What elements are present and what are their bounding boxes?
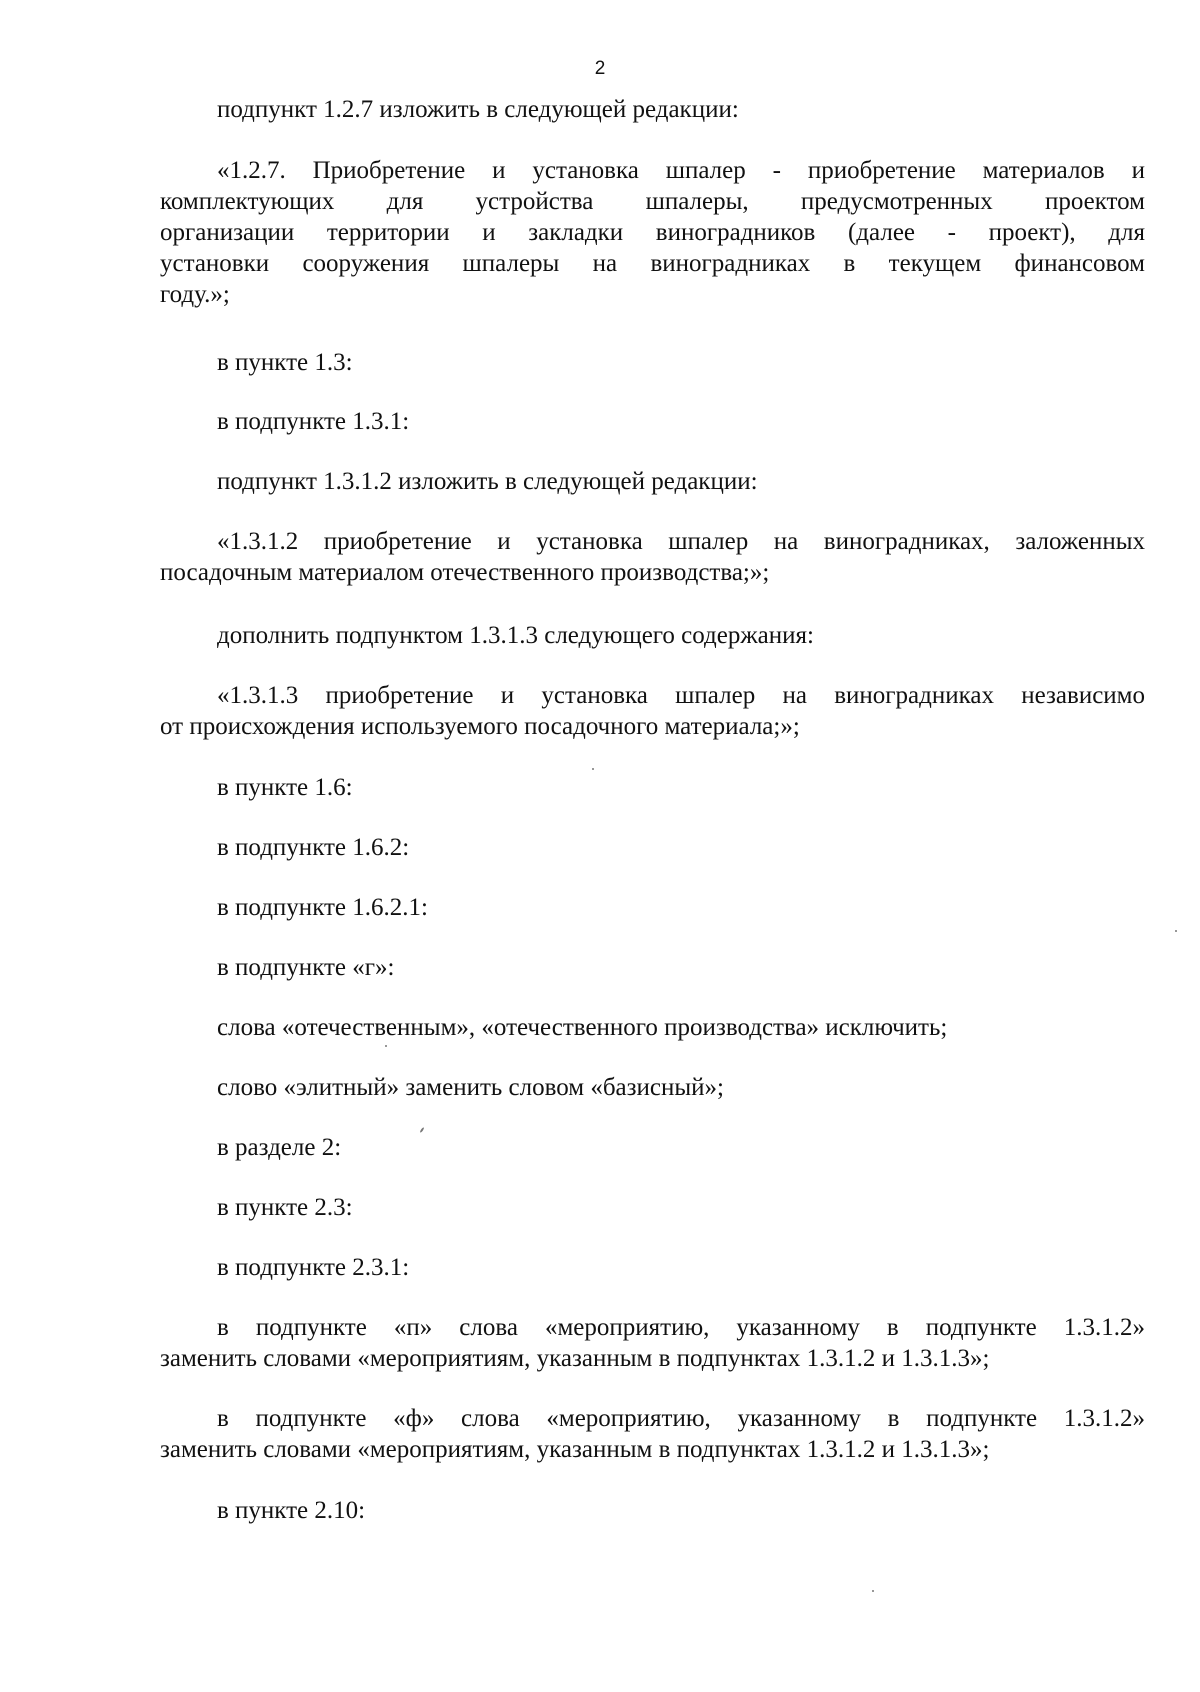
paragraph-6 (160, 526, 1145, 588)
paragraph-8-line-2: от происхождения используемого посадочного материала;»; (160, 713, 800, 740)
paragraph-2 (160, 155, 1145, 310)
paragraph-19-line-2: заменить словами «мероприятиям, указанным в подпунктах 1.3.1.2 и 1.3.1.3»; (160, 1436, 990, 1463)
paragraph-10: в подпункте 1.6.2: (217, 834, 410, 861)
paragraph-15: в разделе 2: (217, 1134, 342, 1161)
paragraph-8-line-1: «1.3.1.3 приобретение и установка шпалер на виноградниках независимо (217, 682, 1145, 709)
paragraph-11: в подпункте 1.6.2.1: (217, 894, 428, 921)
paragraph-3: в пункте 1.3: (217, 349, 353, 376)
paragraph-19 (160, 1403, 1145, 1465)
paragraph-9: в пункте 1.6: (217, 774, 353, 801)
paragraph-6-line-2: посадочным материалом отечественного производства;»; (160, 559, 770, 586)
paragraph-18-line-2: заменить словами «мероприятиям, указанным в подпунктах 1.3.1.2 и 1.3.1.3»; (160, 1345, 990, 1372)
paragraph-4: в подпункте 1.3.1: (217, 408, 410, 435)
paragraph-7: дополнить подпунктом 1.3.1.3 следующего содержания: (217, 622, 814, 649)
scan-speck (872, 1590, 874, 1592)
paragraph-13: слова «отечественным», «отечественного производства» исключить; (217, 1014, 948, 1041)
paragraph-16: в пункте 2.3: (217, 1194, 353, 1221)
paragraph-20: в пункте 2.10: (217, 1497, 366, 1524)
paragraph-2-line-4: установки сооружения шпалеры на виноградниках в текущем финансовом (160, 250, 1145, 277)
paragraph-2-line-2: комплектующих для устройства шпалеры, предусмотренных проектом (160, 188, 1145, 215)
paragraph-18 (160, 1312, 1145, 1374)
paragraph-1: подпункт 1.2.7 изложить в следующей редакции: (217, 96, 739, 123)
paragraph-2-line-1: «1.2.7. Приобретение и установка шпалер - приобретение материалов и (217, 157, 1145, 184)
paragraph-8 (160, 680, 1145, 742)
paragraph-17: в подпункте 2.3.1: (217, 1254, 410, 1281)
paragraph-18-line-1: в подпункте «п» слова «мероприятию, указанному в подпункте 1.3.1.2» (217, 1314, 1145, 1341)
scan-speck (385, 1045, 387, 1047)
paragraph-19-line-1: в подпункте «ф» слова «мероприятию, указанному в подпункте 1.3.1.2» (217, 1405, 1145, 1432)
paragraph-5: подпункт 1.3.1.2 изложить в следующей редакции: (217, 468, 758, 495)
paragraph-14: слово «элитный» заменить словом «базисный»; (217, 1074, 725, 1101)
scan-speck (1175, 930, 1177, 932)
scan-speck (419, 1127, 424, 1133)
paragraph-2-line-5: году.»; (160, 281, 230, 308)
paragraph-2-line-3: организации территории и закладки виноградников (далее - проект), для (160, 219, 1145, 246)
page-number: 2 (594, 58, 606, 79)
paragraph-6-line-1: «1.3.1.2 приобретение и установка шпалер на виноградниках, заложенных (217, 528, 1145, 555)
paragraph-12: в подпункте «г»: (217, 954, 395, 981)
scan-speck (592, 768, 594, 770)
